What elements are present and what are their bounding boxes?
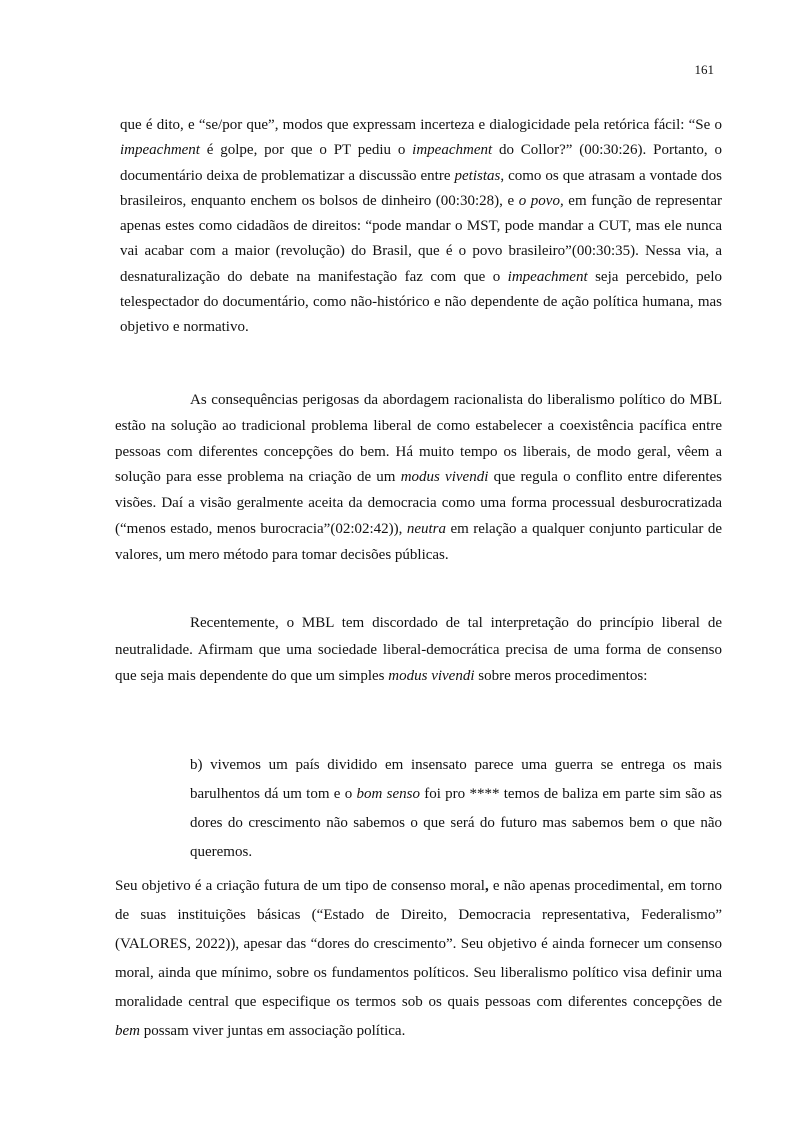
paragraph-liberalism-consequences: As consequências perigosas da abordagem racionalista do liberalismo político do MBL estão na solução ao tradicional problema liberal de como estabelecer a coexistência pacífica entre pessoas com diferentes concepções do bem. Há muito tempo os liberais, de modo geral, vêem a solução para esse problema na criação de um modus vivendi que regula o conflito entre diferentes visões. Daí a visão geralmente aceita da democracia como uma forma processual desburocratizada (“menos estado, menos burocracia”(02:02:42)), neutra em relação a qualquer conjunto particular de valores, um mero método para tomar decisões públicas. <box>115 392 723 563</box>
paragraph-moral-consensus: Seu objetivo é a criação futura de um tipo de consenso moral, e não apenas procedimental, em torno de suas instituições básicas (“Estado de Direito, Democracia representativa, Federalismo” (VALORES, 2022)), apesar das “dores do crescimento”. Seu objetivo é ainda fornecer um consenso moral, ainda que mínimo, sobre os fundamentos políticos. Seu liberalismo político visa definir uma moralidade central que especifique os termos sob os quais pessoas com diferentes concepções de bem possam viver juntas em associação política. <box>115 878 722 1039</box>
page-number: 161 <box>694 62 714 77</box>
paragraph-neutrality-principle: Recentemente, o MBL tem discordado de tal interpretação do princípio liberal de neutralidade. Afirmam que uma sociedade liberal-democrática precisa de uma forma de consenso que seja mais dependente do que um simples modus vivendi sobre meros procedimentos: <box>115 615 722 684</box>
block-quote: b) vivemos um país dividido em insensato parece uma guerra se entrega os mais barulhentos dá um tom e o bom senso foi pro **** temos de baliza em parte sim são as dores do crescimento não sabemos o que será do futuro mas sabemos bem o que não queremos. <box>190 757 722 860</box>
paragraph-documentary-analysis: que é dito, e “se/por que”, modos que expressam incerteza e dialogicidade pela retórica fácil: “Se o impeachment é golpe, por que o PT pediu o impeachment do Collor?” (00:30:26). Portanto, o documentário deixa de problematizar a discussão entre petistas, como os que atrasam a vontade dos brasileiros, enquanto enchem os bolsos de dinheiro (00:30:28), e o povo, em função de representar apenas estes como cidadãos de direitos: “pode mandar o MST, pode mandar a CUT, mas ele nunca vai acabar com a maior (revolução) do Brasil, que é o povo brasileiro”(00:30:35). Nessa via, a desnaturalização do debate na manifestação faz com que o impeachment seja percebido, pelo telespectador do documentário, como não-histórico e não dependente de ação política humana, mas objetivo e normativo. <box>120 117 723 336</box>
